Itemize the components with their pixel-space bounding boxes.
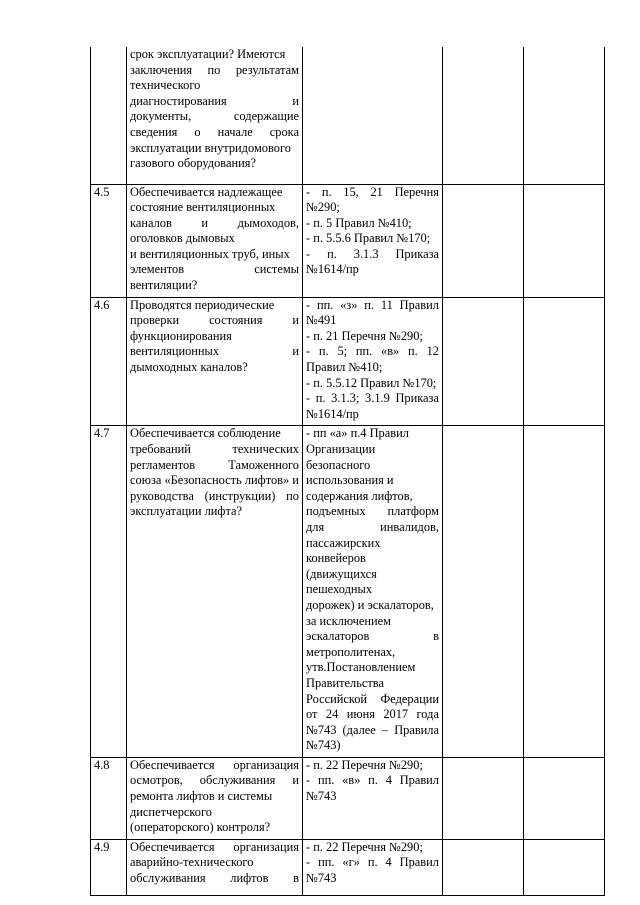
question-line: вентиляции? xyxy=(130,278,198,293)
question-line: и вентиляционных труб, иных xyxy=(130,246,290,261)
item-number xyxy=(91,47,127,184)
question-line: проверки состояния и xyxy=(130,313,299,328)
question-line: газового оборудования? xyxy=(130,156,256,171)
reference-line: №743 (далее – Правила xyxy=(306,722,439,737)
reference-line: конвейеров xyxy=(306,551,366,566)
question-line: диагностирования и xyxy=(130,93,299,108)
reference-line: - пп. «в» п. 4 Правил xyxy=(306,773,439,788)
question-line: заключения по результатам xyxy=(130,62,299,77)
item-number: 4.7 xyxy=(91,426,127,757)
reference-line: №743 xyxy=(306,789,337,804)
checklist-table xyxy=(90,47,605,896)
reference-line: использования и xyxy=(306,473,394,488)
question-line: диспетчерского xyxy=(130,804,212,819)
question-line: требований технических xyxy=(130,442,299,456)
reference-line: - п. 22 Перечня №290; xyxy=(306,839,423,854)
question-line: обслуживания лифтов в xyxy=(130,871,299,886)
reference-cell xyxy=(303,426,443,757)
reference-line: №1614/пр xyxy=(306,406,359,421)
reference-line: утв.Постановлением xyxy=(306,660,416,675)
question-line: союза «Безопасность лифтов» и xyxy=(130,473,299,488)
question-line: срок эксплуатации? Имеются xyxy=(130,47,286,61)
question-line: регламентов Таможенного xyxy=(130,457,299,472)
reference-line: - п. 3.1.3; 3.1.9 Приказа xyxy=(306,391,439,406)
question-line: осмотров, обслуживания и xyxy=(130,773,299,788)
question-line: документы, содержащие xyxy=(130,109,299,124)
reference-cell xyxy=(303,297,443,426)
question-line: Обеспечивается надлежащее xyxy=(130,184,283,199)
reference-line: - п. 5.5.6 Правил №170; xyxy=(306,231,431,246)
item-number: 4.5 xyxy=(91,184,127,297)
table-row xyxy=(91,184,605,297)
question-line: вентиляционных и xyxy=(130,344,299,359)
table-row xyxy=(91,839,605,895)
reference-line: от 24 июня 2017 года xyxy=(306,707,439,722)
table-row xyxy=(91,297,605,426)
question-line: Обеспечивается организация xyxy=(130,757,299,772)
note-cell xyxy=(524,839,605,895)
answer-cell xyxy=(443,839,524,895)
reference-line: безопасного xyxy=(306,457,371,472)
reference-line: дорожек) и эскалаторов, xyxy=(306,597,434,612)
reference-line: - п. 21 Перечня №290; xyxy=(306,328,423,343)
reference-line: Правил №410; xyxy=(306,360,383,375)
answer-cell xyxy=(443,426,524,757)
question-line: ремонта лифтов и системы xyxy=(130,789,273,804)
question-cell xyxy=(127,757,303,839)
reference-line: - пп. «з» п. 11 Правил xyxy=(306,297,439,312)
table-row xyxy=(91,426,605,757)
note-cell xyxy=(524,757,605,839)
question-cell xyxy=(127,184,303,297)
reference-line: - пп. «г» п. 4 Правил xyxy=(306,855,439,870)
reference-line: для инвалидов, xyxy=(306,519,439,534)
note-cell xyxy=(524,47,605,184)
reference-cell xyxy=(303,184,443,297)
reference-line: (движущихся xyxy=(306,566,377,581)
answer-cell xyxy=(443,297,524,426)
table-row xyxy=(91,47,605,184)
question-line: функционирования xyxy=(130,328,232,343)
reference-line: - п. 22 Перечня №290; xyxy=(306,757,423,772)
reference-line: - п. 15, 21 Перечня xyxy=(306,184,439,199)
answer-cell xyxy=(443,47,524,184)
question-cell xyxy=(127,426,303,757)
reference-line: Правительства xyxy=(306,675,384,690)
question-line: элементов системы xyxy=(130,262,299,277)
question-line: каналов и дымоходов, xyxy=(130,215,299,230)
question-line: дымоходных каналов? xyxy=(130,360,248,375)
question-cell xyxy=(127,297,303,426)
reference-line: №491 xyxy=(306,313,337,328)
reference-line: эскалаторов в xyxy=(306,629,439,644)
item-number: 4.9 xyxy=(91,839,127,895)
question-line: Обеспечивается соблюдение xyxy=(130,426,281,441)
reference-line: - п. 5; пп. «в» п. 12 xyxy=(306,344,439,359)
note-cell xyxy=(524,184,605,297)
question-cell xyxy=(127,47,303,184)
question-cell xyxy=(127,839,303,895)
reference-cell xyxy=(303,47,443,184)
question-line: технического xyxy=(130,78,201,93)
question-line: аварийно-технического xyxy=(130,855,254,870)
reference-cell xyxy=(303,757,443,839)
question-line: руководства (инструкции) по xyxy=(130,488,299,503)
question-line: оголовков дымовых xyxy=(130,231,235,246)
reference-line: подъемных платформ xyxy=(306,504,439,519)
item-number: 4.8 xyxy=(91,757,127,839)
question-line: эксплуатации лифта? xyxy=(130,504,243,519)
reference-line: пешеходных xyxy=(306,582,373,597)
reference-line: №743) xyxy=(306,738,341,753)
question-line: Обеспечивается организация xyxy=(130,839,299,854)
reference-line: - пп «а» п.4 Правил xyxy=(306,426,409,441)
question-line: эксплуатации внутридомового xyxy=(130,140,291,155)
reference-line: - п. 5 Правил №410; xyxy=(306,215,412,230)
question-line: сведения о начале срока xyxy=(130,124,299,139)
reference-line: Российской Федерации xyxy=(306,691,439,706)
reference-line: №1614/пр xyxy=(306,262,359,277)
reference-cell xyxy=(303,839,443,895)
reference-line: пассажирских xyxy=(306,535,381,550)
answer-cell xyxy=(443,757,524,839)
note-cell xyxy=(524,426,605,757)
reference-line: №743 xyxy=(306,871,337,886)
reference-line: - п. 3.1.3 Приказа xyxy=(306,246,439,261)
reference-line: содержания лифтов, xyxy=(306,488,413,503)
reference-line: за исключением xyxy=(306,613,391,628)
reference-line: №290; xyxy=(306,200,340,215)
reference-line: Организации xyxy=(306,442,376,456)
table-row xyxy=(91,757,605,839)
reference-line: - п. 5.5.12 Правил №170; xyxy=(306,375,437,390)
reference-line: метрополитенах, xyxy=(306,644,396,659)
note-cell xyxy=(524,297,605,426)
answer-cell xyxy=(443,184,524,297)
item-number: 4.6 xyxy=(91,297,127,426)
question-line: (операторского) контроля? xyxy=(130,820,271,835)
question-line: Проводятся периодические xyxy=(130,297,275,312)
question-line: состояние вентиляционных xyxy=(130,200,276,215)
